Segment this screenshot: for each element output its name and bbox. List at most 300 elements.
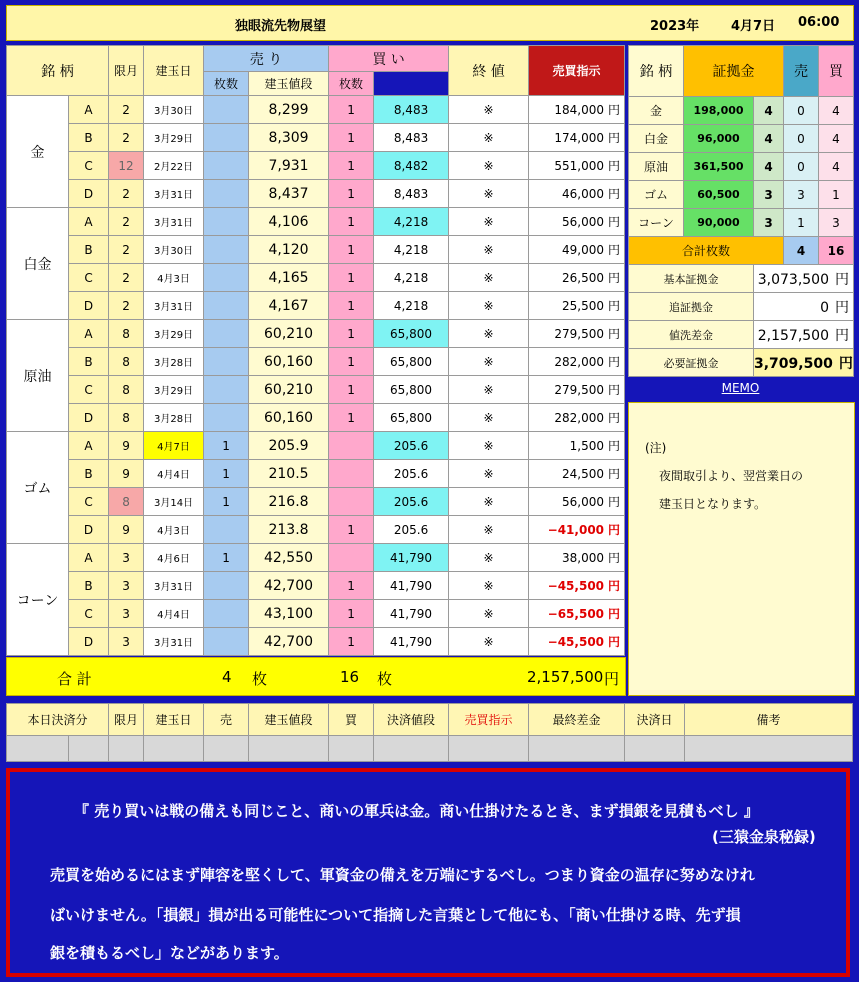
sell-count[interactable] [204,348,249,376]
contract-month: 2 [109,236,144,264]
diff-value: −65,500 [547,607,605,621]
margin-summary-label: 値洗差金 [629,321,754,349]
trade-instruction[interactable]: ※ [449,600,529,628]
trade-instruction[interactable]: ※ [449,544,529,572]
settle-col-gengetsu: 限月 [109,704,144,736]
contract-code: C [69,152,109,180]
sell-count[interactable]: 1 [204,544,249,572]
margin-sell: 1 [784,209,819,237]
yen-unit: 円 [838,355,853,372]
positions-table [6,45,625,656]
contract-month: 8 [109,376,144,404]
col-kai: 買 い [329,46,449,72]
trade-instruction[interactable]: ※ [449,96,529,124]
total-sell-unit: 枚 [252,670,268,688]
margin-amount: 96,000 [684,125,754,153]
margin-count: 4 [754,97,784,125]
buy-count[interactable]: 1 [329,96,374,124]
buy-count[interactable]: 1 [329,292,374,320]
memo-panel [628,402,855,696]
position-date: 3月30日 [144,96,204,124]
position-price[interactable]: 213.8 [249,516,329,544]
margin-col-meigara: 銘 柄 [629,46,684,97]
yen-unit: 円 [608,131,621,145]
settle-col-sagaku: 最終差金 [529,704,625,736]
close-price: 8,483 [374,124,449,152]
table-row [7,264,625,292]
total-buy: 16 [340,668,360,686]
position-date: 3月28日 [144,348,204,376]
yen-unit: 円 [608,607,621,621]
contract-month: 8 [109,488,144,516]
margin-summary-row [629,349,854,377]
close-price: 8,483 [374,96,449,124]
margin-row [629,181,854,209]
trade-instruction[interactable]: ※ [449,264,529,292]
close-price: 65,800 [374,376,449,404]
sell-count[interactable] [204,180,249,208]
summary-amount: 3,709,500 [754,355,833,372]
buy-count[interactable]: 1 [329,628,374,656]
sell-count[interactable] [204,292,249,320]
memo-link[interactable]: MEMO [628,377,853,399]
buy-count[interactable]: 1 [329,320,374,348]
sell-count[interactable] [204,96,249,124]
valuation-diff [529,264,625,292]
position-price[interactable]: 60,210 [249,320,329,348]
contract-code: B [69,348,109,376]
diff-value: 184,000 [554,103,605,117]
trade-instruction[interactable]: ※ [449,404,529,432]
contract-month: 9 [109,460,144,488]
position-date: 3月30日 [144,236,204,264]
position-price[interactable]: 4,106 [249,208,329,236]
commodity-name: ゴム [7,432,69,544]
margin-total-buy: 16 [819,237,854,265]
trade-instruction[interactable]: ※ [449,208,529,236]
close-price: 41,790 [374,628,449,656]
commodity-name: 白金 [7,208,69,320]
close-price: 4,218 [374,264,449,292]
contract-code: C [69,600,109,628]
position-date: 4月4日 [144,460,204,488]
close-price: 4,218 [374,236,449,264]
diff-value: 551,000 [554,159,605,173]
margin-count: 4 [754,125,784,153]
position-price[interactable]: 216.8 [249,488,329,516]
diff-value: 56,000 [562,215,605,229]
position-price[interactable]: 210.5 [249,460,329,488]
position-price[interactable]: 4,120 [249,236,329,264]
sell-count[interactable]: 1 [204,432,249,460]
contract-code: D [69,180,109,208]
diff-value: 279,500 [554,383,605,397]
buy-count[interactable] [329,432,374,460]
position-date: 3月29日 [144,124,204,152]
margin-summary-label: 追証拠金 [629,293,754,321]
margin-count: 4 [754,153,784,181]
buy-count[interactable]: 1 [329,572,374,600]
contract-month: 12 [109,152,144,180]
contract-month: 8 [109,404,144,432]
total-yen: 円 [604,670,620,688]
close-price: 205.6 [374,516,449,544]
buy-count[interactable]: 1 [329,516,374,544]
settle-cell[interactable] [374,736,449,762]
table-row [7,404,625,432]
col-uri: 売 り [204,46,329,72]
quote-line-1: 『 売り買いは戦の備えも同じこと、商いの軍兵は金。商い仕掛けたるとき、まず損銀を見積もべし 』 [74,802,759,820]
table-row [7,376,625,404]
yen-unit: 円 [608,439,621,453]
valuation-diff [529,376,625,404]
sell-count[interactable] [204,236,249,264]
settle-col-kessaibi: 決済日 [625,704,685,736]
valuation-diff [529,124,625,152]
settle-cell[interactable] [449,736,529,762]
position-date: 3月29日 [144,320,204,348]
buy-count[interactable] [329,488,374,516]
buy-count[interactable] [329,460,374,488]
commodity-name: 原油 [7,320,69,432]
diff-value: 56,000 [562,495,605,509]
table-row [7,572,625,600]
contract-code: C [69,488,109,516]
col-tateday: 建玉日 [144,46,204,96]
position-date: 4月6日 [144,544,204,572]
contract-code: C [69,264,109,292]
total-sell: 4 [222,668,232,686]
position-date: 3月31日 [144,208,204,236]
settle-col-tateday: 建玉日 [144,704,204,736]
margin-row [629,97,854,125]
buy-count[interactable]: 1 [329,124,374,152]
margin-commodity: 原油 [629,153,684,181]
buy-count[interactable]: 1 [329,404,374,432]
yen-unit: 円 [835,327,849,344]
settle-cell[interactable] [7,736,69,762]
trade-instruction[interactable]: ※ [449,152,529,180]
yen-unit: 円 [608,411,621,425]
valuation-diff [529,404,625,432]
trade-instruction[interactable]: ※ [449,628,529,656]
position-date: 3月14日 [144,488,204,516]
position-price[interactable]: 7,931 [249,152,329,180]
sell-count[interactable] [204,124,249,152]
diff-value: 25,500 [562,299,605,313]
position-price[interactable]: 205.9 [249,432,329,460]
close-price: 4,218 [374,208,449,236]
margin-commodity: 金 [629,97,684,125]
contract-code: A [69,320,109,348]
position-price[interactable]: 8,437 [249,180,329,208]
yen-unit: 円 [835,299,849,316]
close-price: 8,482 [374,152,449,180]
position-price[interactable]: 43,100 [249,600,329,628]
yen-unit: 円 [608,187,621,201]
table-row [7,516,625,544]
buy-count[interactable]: 1 [329,348,374,376]
contract-code: D [69,516,109,544]
margin-buy: 4 [819,153,854,181]
sell-count[interactable] [204,628,249,656]
contract-month: 2 [109,124,144,152]
sell-count[interactable] [204,152,249,180]
settlement-table [6,703,853,762]
trade-instruction[interactable]: ※ [449,348,529,376]
sell-count[interactable] [204,516,249,544]
yen-unit: 円 [608,103,621,117]
table-row [7,152,625,180]
close-price: 41,790 [374,600,449,628]
contract-month: 2 [109,264,144,292]
yen-unit: 円 [608,271,621,285]
buy-count[interactable]: 1 [329,264,374,292]
total-label: 合 計 [57,670,92,688]
margin-summary-value [754,349,854,377]
contract-month: 9 [109,432,144,460]
valuation-diff [529,348,625,376]
valuation-diff [529,152,625,180]
yen-unit: 円 [608,467,621,481]
margin-amount: 90,000 [684,209,754,237]
position-date: 4月3日 [144,516,204,544]
contract-month: 2 [109,208,144,236]
settle-cell[interactable] [685,736,853,762]
contract-code: B [69,460,109,488]
settle-cell[interactable] [329,736,374,762]
valuation-diff [529,432,625,460]
margin-summary-value [754,265,854,293]
position-price[interactable]: 42,700 [249,628,329,656]
position-date: 3月31日 [144,628,204,656]
yen-unit: 円 [608,159,621,173]
buy-count[interactable]: 1 [329,152,374,180]
trade-instruction[interactable]: ※ [449,320,529,348]
position-price[interactable]: 60,160 [249,404,329,432]
position-price[interactable]: 42,700 [249,572,329,600]
sell-count[interactable] [204,600,249,628]
margin-total-label: 合計枚数 [629,237,784,265]
settle-cell[interactable] [69,736,109,762]
margin-commodity: 白金 [629,125,684,153]
position-price[interactable]: 8,299 [249,96,329,124]
buy-count[interactable] [329,544,374,572]
table-row [7,348,625,376]
sell-count[interactable] [204,320,249,348]
trade-instruction[interactable]: ※ [449,292,529,320]
buy-count[interactable]: 1 [329,600,374,628]
close-price: 205.6 [374,488,449,516]
contract-code: D [69,292,109,320]
table-row [7,320,625,348]
margin-commodity: ゴム [629,181,684,209]
position-date: 3月31日 [144,572,204,600]
contract-month: 8 [109,348,144,376]
contract-code: A [69,96,109,124]
buy-count[interactable]: 1 [329,376,374,404]
trade-instruction[interactable]: ※ [449,572,529,600]
header-time: 06:00 [798,15,840,30]
diff-value: 279,500 [554,327,605,341]
trade-instruction[interactable]: ※ [449,488,529,516]
yen-unit: 円 [608,215,621,229]
yen-unit: 円 [608,635,621,649]
margin-buy: 4 [819,97,854,125]
contract-month: 3 [109,628,144,656]
margin-col-kai: 買 [819,46,854,97]
valuation-diff [529,488,625,516]
table-row [7,432,625,460]
summary-amount: 0 [820,299,829,316]
total-buy-unit: 枚 [377,670,393,688]
settle-col-biko: 備考 [685,704,853,736]
contract-code: B [69,124,109,152]
yen-unit: 円 [608,243,621,257]
sell-count[interactable] [204,572,249,600]
trade-instruction[interactable]: ※ [449,180,529,208]
diff-value: −45,500 [547,635,605,649]
position-price[interactable]: 42,550 [249,544,329,572]
close-price: 4,218 [374,292,449,320]
col-gengetsu: 限月 [109,46,144,96]
close-price: 65,800 [374,404,449,432]
position-date: 2月22日 [144,152,204,180]
buy-count[interactable]: 1 [329,208,374,236]
margin-summary-row [629,293,854,321]
settle-col-today: 本日決済分 [7,704,109,736]
position-price[interactable]: 4,167 [249,292,329,320]
col-tatene: 建玉値段 [249,72,329,96]
header-year: 2023年 [650,19,700,34]
sell-count[interactable] [204,404,249,432]
settle-col-kai: 買 [329,704,374,736]
summary-amount: 2,157,500 [757,327,829,344]
trade-instruction[interactable]: ※ [449,516,529,544]
close-price: 65,800 [374,348,449,376]
quote-line-3: ばいけません。「損銀」損が出る可能性について指摘した言葉として他にも、「商い仕掛ける時、先ず損 [50,906,741,924]
margin-row [629,209,854,237]
margin-row [629,153,854,181]
position-price[interactable]: 60,210 [249,376,329,404]
diff-value: 38,000 [562,551,605,565]
settle-cell[interactable] [625,736,685,762]
sell-count[interactable] [204,376,249,404]
margin-count: 3 [754,209,784,237]
close-price: 205.6 [374,460,449,488]
sell-count[interactable] [204,208,249,236]
settle-cell[interactable] [109,736,144,762]
yen-unit: 円 [608,523,621,537]
position-price[interactable]: 8,309 [249,124,329,152]
diff-value: 174,000 [554,131,605,145]
diff-value: 282,000 [554,355,605,369]
position-date: 4月7日 [144,432,204,460]
settle-col-shiji: 売買指示 [449,704,529,736]
position-date: 4月4日 [144,600,204,628]
valuation-diff [529,292,625,320]
settle-cell[interactable] [144,736,204,762]
margin-col-shokokin: 証拠金 [684,46,784,97]
margin-summary-value [754,293,854,321]
trade-instruction[interactable]: ※ [449,124,529,152]
settle-cell[interactable] [204,736,249,762]
diff-value: 282,000 [554,411,605,425]
contract-month: 2 [109,96,144,124]
margin-buy: 4 [819,125,854,153]
contract-code: A [69,208,109,236]
margin-amount: 60,500 [684,181,754,209]
valuation-diff [529,600,625,628]
position-price[interactable]: 60,160 [249,348,329,376]
contract-month: 3 [109,572,144,600]
total-bar [6,657,626,696]
trade-instruction[interactable]: ※ [449,432,529,460]
diff-value: −45,500 [547,579,605,593]
yen-unit: 円 [608,355,621,369]
table-row [7,600,625,628]
settle-cell[interactable] [249,736,329,762]
header-date: 4月7日 [731,19,776,34]
buy-count[interactable]: 1 [329,180,374,208]
buy-count[interactable]: 1 [329,236,374,264]
diff-value: 46,000 [562,187,605,201]
contract-month: 2 [109,180,144,208]
trade-instruction[interactable]: ※ [449,460,529,488]
contract-month: 8 [109,320,144,348]
trade-instruction[interactable]: ※ [449,236,529,264]
table-row [7,96,625,124]
commodity-name: コーン [7,544,69,656]
position-price[interactable]: 4,165 [249,264,329,292]
sell-count[interactable]: 1 [204,460,249,488]
valuation-diff [529,544,625,572]
valuation-diff [529,516,625,544]
commodity-name: 金 [7,96,69,208]
position-date: 3月31日 [144,292,204,320]
quote-source: (三猿金泉秘録) [712,828,816,846]
quote-line-2: 売買を始めるにはまず陣容を堅くして、軍資金の備えを万端にするべし。つまり資金の温存に努めなけれ [50,866,755,884]
table-row [7,460,625,488]
close-price: 65,800 [374,320,449,348]
close-price: 205.6 [374,432,449,460]
yen-unit: 円 [608,327,621,341]
sell-count[interactable] [204,264,249,292]
diff-value: −41,000 [547,523,605,537]
position-date: 3月29日 [144,376,204,404]
valuation-diff [529,572,625,600]
yen-unit: 円 [608,551,621,565]
contract-month: 3 [109,544,144,572]
diff-value: 49,000 [562,243,605,257]
memo-line-3: 建玉日となります。 [659,497,767,511]
trade-instruction[interactable]: ※ [449,376,529,404]
margin-total-sell: 4 [784,237,819,265]
margin-sell: 0 [784,125,819,153]
margin-buy: 1 [819,181,854,209]
margin-col-uri: 売 [784,46,819,97]
col-owarine: 終 値 [449,46,529,96]
col-meigara: 銘 柄 [7,46,109,96]
col-buy-maisu: 枚数 [329,72,374,96]
yen-unit: 円 [608,579,621,593]
margin-amount: 198,000 [684,97,754,125]
margin-buy: 3 [819,209,854,237]
position-date: 3月28日 [144,404,204,432]
settle-cell[interactable] [529,736,625,762]
sell-count[interactable]: 1 [204,488,249,516]
valuation-diff [529,460,625,488]
